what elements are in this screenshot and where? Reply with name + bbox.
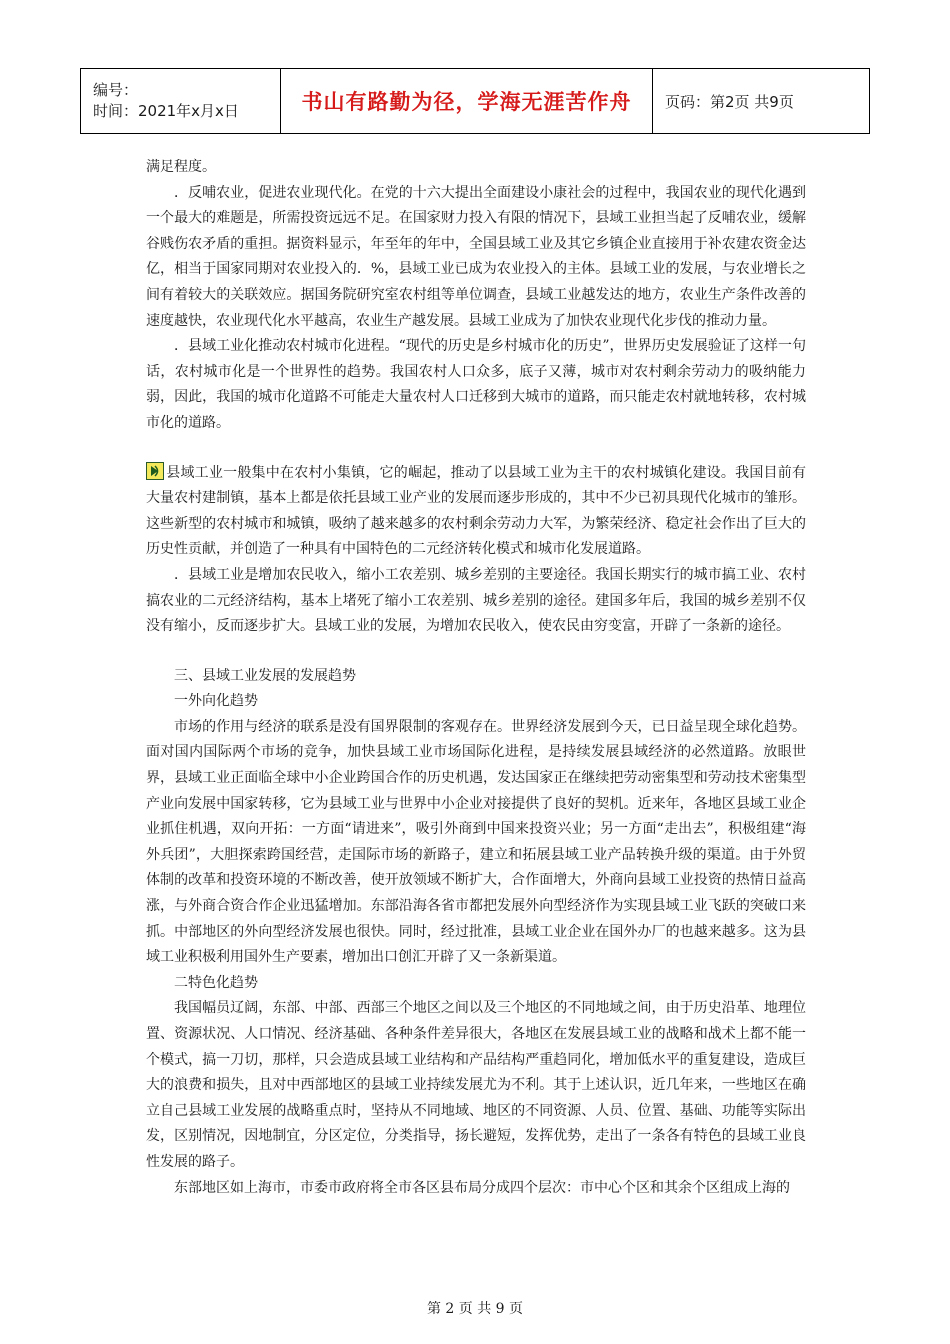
paragraph-with-icon <box>146 461 806 563</box>
header-motto <box>281 69 653 133</box>
page-footer: 第 2 页 共 9 页 <box>426 1301 524 1317</box>
paragraph: 东部地区如上海市，市委市政府将全市各区县布局分成四个层次：市中心个区和其余个区组成上海的 <box>174 1179 790 1196</box>
document-body <box>146 155 806 1201</box>
number-label: 编号： <box>93 81 139 99</box>
subsection-heading: 一外向化趋势 <box>174 693 258 710</box>
paragraph-text: 县域工业一般集中在农村小集镇，它的崛起，推动了以县域工业为主干的农村城镇化建设。我国目前有大量农村建制镇，基本上都是依托县域工业产业的发展而逐步形成的，其中不少已初具现代化城市的雏形。这些新型的农村城市和城镇，吸纳了越来越多的农村剩余劳动力大军，为繁荣经济、稳定社会作出了巨大的历史性贡献，并创造了一种具有中国特色的二元经济转化模式和城市化发展道路。 <box>146 464 806 558</box>
motto-text: 书山有路勤为径，学海无涯苦作舟 <box>301 90 632 114</box>
paragraph: 市场的作用与经济的联系是没有国界限制的客观存在。世界经济发展到今天，已日益呈现全球化趋势。面对国内国际两个市场的竞争，加快县域工业市场国际化进程，是持续发展县域经济的必然道路。放眼世界，县域工业正面临全球中小企业跨国合作的历史机遇，发达国家正在继续把劳动密集型和劳动技术密集型产业向发展中国家转移，它为县域工业与世界中小企业对接提供了良好的契机。近来年，各地区县域工业企业抓住机遇，双向开拓：一方面“请进来”，吸引外商到中国来投资兴业；另一方面“走出去”，积极组建“海外兵团”，大胆探索跨国经营，走国际市场的新路子，建立和拓展县域工业产品转换升级的渠道。由于外贸体制的改革和投资环境的不断改善，使开放领域不断扩大，合作面增大，外商向县域工业投资的热情日益高涨，与外商合资合作企业迅猛增加。东部沿海各省市都把发展外向型经济作为实现县域工业飞跃的突破口来抓。中部地区的外向型经济发展也很快。同时，经过批准，县域工业企业在国外办厂的也越来越多。这为县域工业积极利用国外生产要素，增加出口创汇开辟了又一条新渠道。 <box>146 718 806 966</box>
paragraph: 满足程度。 <box>146 159 216 175</box>
subsection-heading: 二特色化趋势 <box>174 974 258 991</box>
header-meta <box>81 69 281 133</box>
section-heading: 三、县域工业发展的发展趋势 <box>174 667 356 684</box>
header-page-info <box>653 69 869 133</box>
paragraph: 我国幅员辽阔，东部、中部、西部三个地区之间以及三个地区的不同地域之间，由于历史沿革、地理位置、资源状况、人口情况、经济基础、各种条件差异很大，各地区在发展县域工业的战略和战术上都不能一个模式，搞一刀切，那样，只会造成县域工业结构和产品结构严重趋同化，增加低水平的重复建设，造成巨大的浪费和损失，且对中西部地区的县域工业持续发展尤为不利。其于上述认识，近几年来，一些地区在确立自己县域工业发展的战略重点时，坚持从不同地域、地区的不同资源、人员、位置、基础、功能等实际出发，区别情况，因地制宜，分区定位，分类指导，扬长避短，发挥优势，走出了一条各有特色的县域工业良性发展的路子。 <box>146 1000 806 1170</box>
paragraph: ．县域工业化推动农村城市化进程。“现代的历史是乡村城市化的历史”，世界历史发展验证了这样一句话，农村城市化是一个世界性的趋势。我国农村人口众多，底子又薄，城市对农村剩余劳动力的吸纳能力弱，因此，我国的城市化道路不可能走大量农村人口迁移到大城市的道路，而只能走农村就地转移，农村城市化的道路。 <box>146 338 806 431</box>
spacer <box>146 437 806 461</box>
page-label: 页码：第2页 共9页 <box>665 92 794 111</box>
time-label: 时间：2021年x月x日 <box>93 102 239 120</box>
paragraph: ．县域工业是增加农民收入，缩小工农差别、城乡差别的主要途径。我国长期实行的城市搞工业、农村搞农业的二元经济结构，基本上堵死了缩小工农差别、城乡差别的途径。建国多年后，我国的城乡差别不仅没有缩小，反而逐步扩大。县域工业的发展，为增加农民收入，使农民由穷变富，开辟了一条新的途径。 <box>146 566 806 635</box>
paragraph: ．反哺农业，促进农业现代化。在党的十六大提出全面建设小康社会的过程中，我国农业的现代化遇到一个最大的难题是，所需投资远远不足。在国家财力投入有限的情况下，县域工业担当起了反哺农业，缓解谷贱伤农矛盾的重担。据资料显示，年至年的年中，全国县域工业及其它乡镇企业直接用于补农建农资金达亿，相当于国家同期对农业投入的．%，县域工业已成为农业投入的主体。县域工业的发展，与农业增长之间有着较大的关联效应。据国务院研究室农村组等单位调查，县域工业越发达的地方，农业生产条件改善的速度越快，农业现代化水平越高，农业生产越发展。县域工业成为了加快农业现代化步伐的推动力量。 <box>146 184 806 329</box>
page-header <box>80 68 870 134</box>
annotation-icon[interactable] <box>146 462 164 480</box>
spacer <box>146 640 806 664</box>
